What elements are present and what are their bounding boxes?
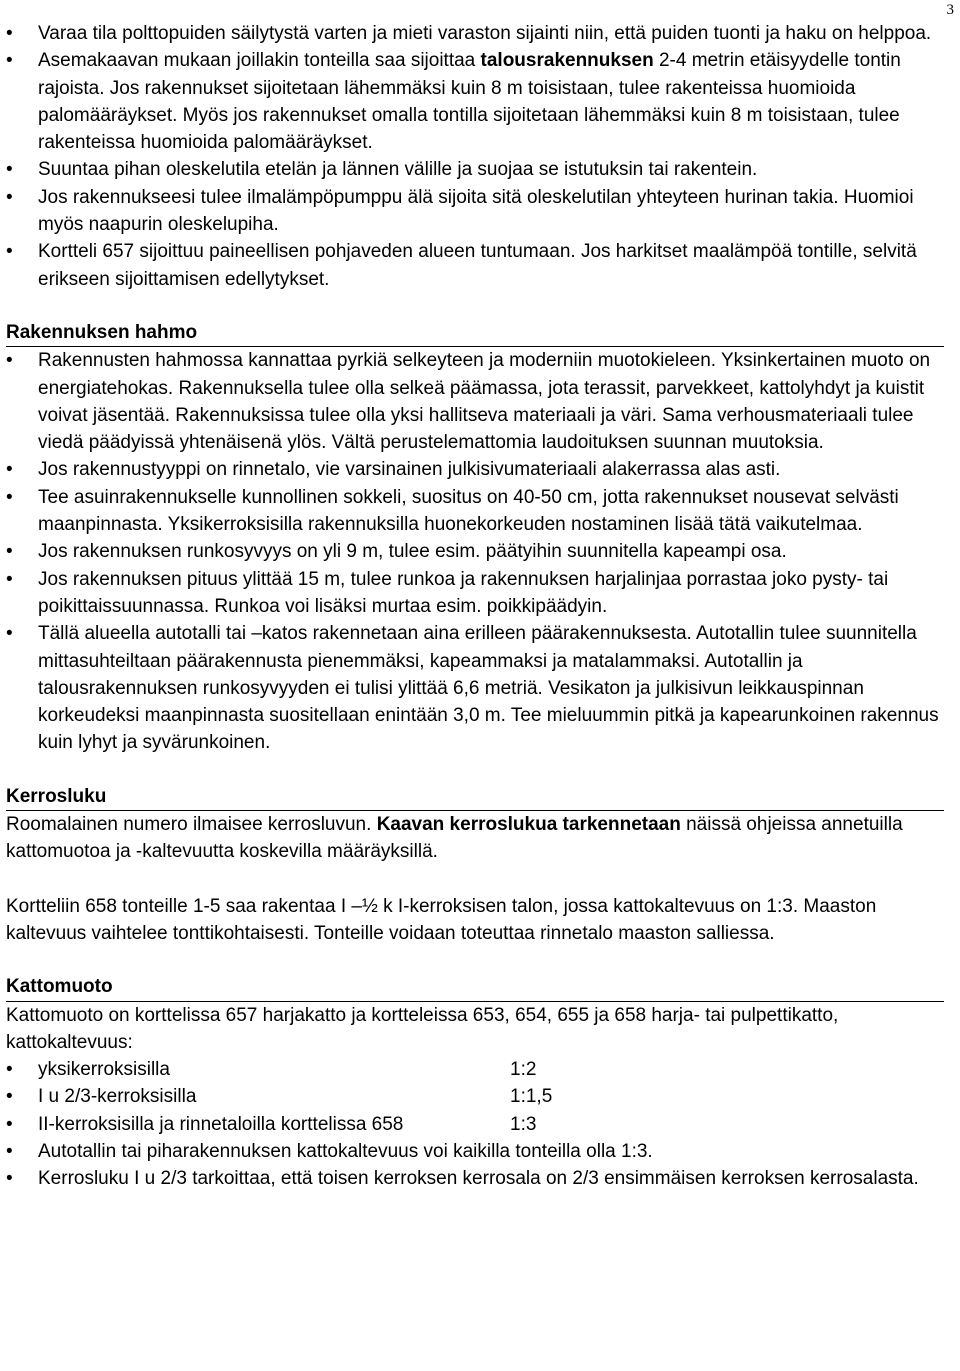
text-span: Asemakaavan mukaan joillakin tonteilla saa sijoittaa (38, 50, 481, 72)
section-heading-kattomuoto: Kattomuoto (6, 973, 944, 1001)
list-item: • Kortteli 657 sijoittuu paineellisen pohjaveden alueen tuntumaan. Jos harkitset maalämpöä tontille, selvitä erikseen sijoittamisen edellytykset. (6, 238, 944, 293)
bold-text: Kaavan kerroslukua tarkennetaan (376, 814, 681, 836)
slope-label: I u 2/3-kerroksisilla (38, 1086, 197, 1108)
list-item (6, 1056, 944, 1083)
text-span: Roomalainen numero ilmaisee kerrosluvun. (6, 814, 377, 836)
list-item (6, 1083, 944, 1110)
list-item: • Kerrosluku I u 2/3 tarkoittaa, että toisen kerroksen kerrosala on 2/3 ensimmäisen kerroksen kerrosalasta. (6, 1165, 944, 1192)
list-item: • Suuntaa pihan oleskelutila etelän ja lännen välille ja suojaa se istutuksin tai rakentein. (6, 156, 944, 183)
slope-label: II-kerroksisilla ja rinnetaloilla korttelissa 658 (38, 1113, 404, 1135)
list-item: • Tällä alueella autotalli tai –katos rakennetaan aina erilleen päärakennuksesta. Autotallin tulee suunnitella mittasuhteiltaan päärakennusta pienemmäksi, kapeammaksi ja matalammaksi. Autotallin ja talousrakennuksen runkosyvyyden ei tulisi ylittää 6,6 metriä. Vesikaton ja julkisivun leikkauspinnan korkeudeksi maanpinnasta suositellaan enintään 3,0 m. Tee mieluummin pitkä ja kapearunkoinen rakennus kuin lyhyt ja syvärunkoinen. (6, 620, 944, 756)
text-span: 2-4 metrin etäisyydelle tontin rajoista. Jos rakennukset sijoitetaan lähemmäksi kuin 8 m toisistaan, tulee rakenteissa huomioida palomääräykset. Myös jos rakennukset omalla tontilla sijoitetaan lähemmäksi kuin 8 m toisistaan, tulee rakenteissa huomioida palomääräykset. (38, 50, 901, 154)
slope-ratio: 1:2 (510, 1059, 537, 1081)
paragraph (6, 811, 944, 866)
list-item (6, 1111, 944, 1138)
document-page (6, 20, 944, 1193)
list-item: • Rakennusten hahmossa kannattaa pyrkiä selkeyteen ja moderniin muotokieleen. Yksinkertainen muoto on energiatehokas. Rakennuksella tulee olla selkeä päämassa, jota terassit, parvekkeet, kattolyhdyt ja kuistit voivat jäsentää. Rakennuksissa tulee olla yksi hallitseva materiaali ja väri. Sama verhousmateriaali tulee viedä päädyissä yhtenäisenä ylös. Vältä perustelemattomia laudoituksen suunnan muutoksia. (6, 347, 944, 456)
list-item: • Autotallin tai piharakennuksen kattokaltevuus voi kaikilla tonteilla olla 1:3. (6, 1138, 944, 1165)
paragraph: Kattomuoto on korttelissa 657 harjakatto ja kortteleissa 653, 654, 655 ja 658 harja- tai pulpettikatto, kattokaltevuus: (6, 1004, 839, 1053)
page-number: 3 (946, 2, 954, 18)
paragraph: Kortteliin 658 tonteille 1-5 saa rakentaa I –½ k I-kerroksisen talon, jossa kattokaltevuus on 1:3. Maaston kaltevuus vaihtelee tonttikohtaisesti. Tonteille voidaan toteuttaa rinnetalo maaston salliessa. (6, 895, 877, 944)
text-span: näissä ohjeissa annetuilla kattomuotoa ja -kaltevuutta koskevilla määräyksillä. (6, 814, 903, 863)
bold-text: talousrakennuksen (480, 50, 654, 72)
list-item: • Jos rakennukseesi tulee ilmalämpöpumppu älä sijoita sitä oleskelutilan yhteyteen hurinan takia. Huomioi myös naapurin oleskelupiha. (6, 184, 944, 239)
section-heading-hahmo: Rakennuksen hahmo (6, 319, 944, 347)
hahmo-bullet-list (6, 347, 944, 756)
slope-ratio: 1:1,5 (510, 1086, 553, 1108)
list-item: • Jos rakennuksen pituus ylittää 15 m, tulee runkoa ja rakennuksen harjalinjaa porrastaa joko pysty- tai poikittaissuunnassa. Runkoa voi lisäksi murtaa esim. poikkipäädyin. (6, 566, 944, 621)
slope-list (6, 1056, 944, 1192)
list-item: • Tee asuinrakennukselle kunnollinen sokkeli, suositus on 40-50 cm, jotta rakennukset nousevat selvästi maanpinnasta. Yksikerroksisilla rakennuksilla huonekorkeuden nostaminen lisää tätä vaikutelmaa. (6, 484, 944, 539)
list-item: • Jos rakennustyyppi on rinnetalo, vie varsinainen julkisivumateriaali alakerrassa alas asti. (6, 456, 944, 483)
section-heading-kerrosluku: Kerrosluku (6, 783, 944, 811)
slope-ratio: 1:3 (510, 1113, 537, 1135)
list-item: • Jos rakennuksen runkosyvyys on yli 9 m, tulee esim. päätyihin suunnitella kapeampi osa. (6, 538, 944, 565)
slope-label: yksikerroksisilla (38, 1059, 170, 1081)
list-item (6, 47, 944, 156)
intro-bullet-list (6, 20, 944, 293)
list-item: • Varaa tila polttopuiden säilytystä varten ja mieti varaston sijainti niin, että puiden tuonti ja haku on helppoa. (6, 20, 944, 47)
